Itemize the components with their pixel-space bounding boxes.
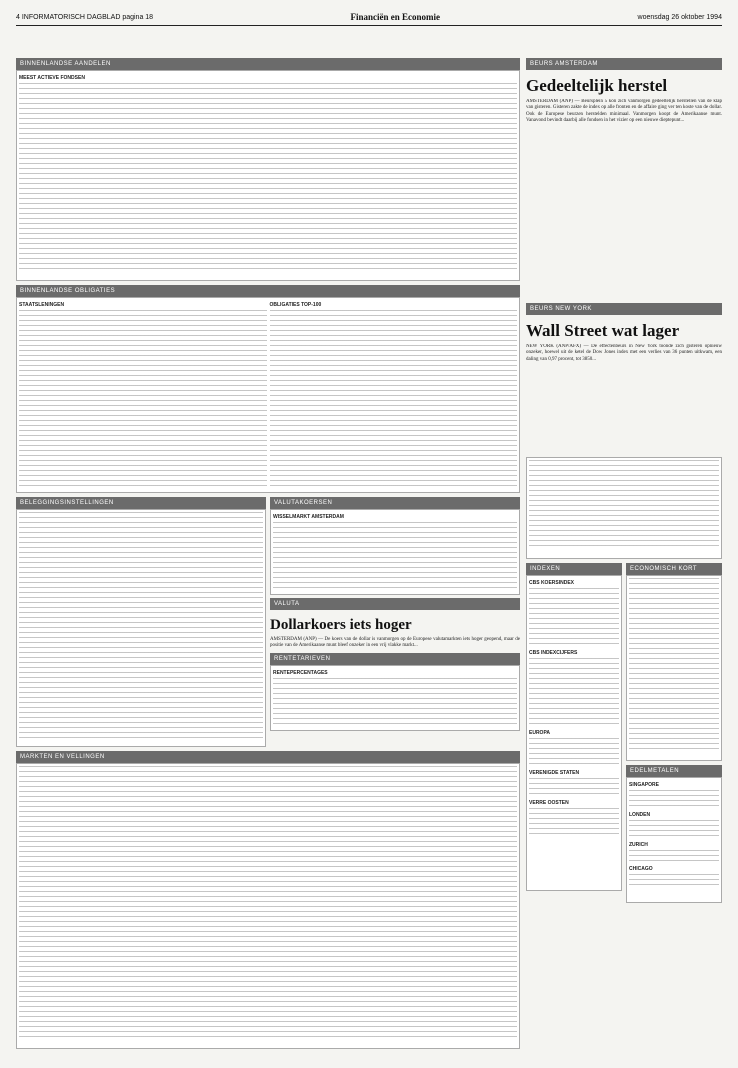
cbs-koersindex-label: CBS KOERSINDEX (529, 580, 575, 586)
section-band-beleggingsinstellingen: BELEGGINGSINSTELLINGEN (16, 497, 266, 509)
aandelen-table (16, 70, 520, 281)
wisselmarkt-label: WISSELMARKT AMSTERDAM (273, 514, 344, 520)
section-band-binnenlandse-aandelen: BINNENLANDSE AANDELEN (16, 58, 520, 70)
section-band-edelmetalen: EDELMETALEN (626, 765, 722, 777)
markten-text (16, 763, 520, 1049)
section-band-beurs-amsterdam: BEURS AMSTERDAM (526, 58, 722, 70)
cbs-indexcijfers-label: CBS INDEXCIJFERS (529, 650, 578, 656)
beurs-tables (526, 457, 722, 559)
zurich-label: ZURICH (629, 842, 648, 848)
section-band-rentetarieven: RENTETARIEVEN (270, 653, 520, 665)
obligaties-rows-right (270, 310, 518, 486)
section-band-valuta: VALUTA (270, 598, 520, 610)
section-band-binnenlandse-obligaties: BINNENLANDSE OBLIGATIES (16, 285, 520, 297)
verre-oosten-label: VERRE OOSTEN (529, 800, 569, 806)
indexen-table (526, 575, 622, 891)
amsterdam-article-body: AMSTERDAM (ANP) — Beursplein 5 kon zich vanmorgen gedeeltelijk herstellen van de klap van gisteren. Gisteren zakte de index op alle fronten en de affaire ging ver ten koste van de dollar. Ook de Europese beurzen herstelden minimaal. Vanmorgen koopt de Amerikaanse munt. Vanavond bevindt daarbij alle fondsen in het vizier op een nieuwe dieptepunt... (526, 99, 722, 124)
right-column (526, 58, 722, 903)
chicago-label: CHICAGO (629, 866, 653, 872)
londen-label: LONDEN (629, 812, 651, 818)
section-band-indexen: INDEXEN (526, 563, 622, 575)
masthead-rule (16, 25, 722, 26)
index-economie-row (526, 563, 722, 903)
amsterdam-headline: Gedeeltelijk herstel (526, 76, 668, 95)
staatsleningen-label: STAATSLENINGEN (19, 302, 65, 308)
section-band-valutakoersen: VALUTAKOERSEN (270, 497, 520, 509)
valutakoersen-table (270, 509, 520, 595)
economisch-kort-text (626, 575, 722, 761)
beleggingsinstellingen-table (16, 509, 266, 747)
europa-label: EUROPA (529, 730, 551, 736)
obligaties-rows-left (19, 310, 267, 486)
obligaties-table (16, 297, 520, 493)
edelmetalen-table (626, 777, 722, 903)
valuta-article-body: AMSTERDAM (ANP) — De koers van de dollar is vanmorgen op de Europese valutamarkten iets hoger geopend, maar de positie van de Amerikaanse munt bleef onzeker in een vrij vlakke markt... (270, 637, 520, 649)
rentetarieven-table (270, 665, 520, 731)
masthead (16, 10, 722, 24)
new-york-headline: Wall Street wat lager (526, 321, 680, 340)
section-band-beurs-new-york: BEURS NEW YORK (526, 303, 722, 315)
left-column (16, 58, 520, 1049)
section-band-economisch-kort: ECONOMISCH KORT (626, 563, 722, 575)
section-band-markten: MARKTEN EN VELLINGEN (16, 751, 520, 763)
masthead-left: 4 INFORMATORISCH DAGBLAD pagina 18 (16, 13, 154, 21)
valuta-headline: Dollarkoers iets hoger (270, 617, 412, 633)
aandelen-rows (19, 83, 517, 271)
verenigde-staten-label: VERENIGDE STATEN (529, 770, 580, 776)
meest-actieve-label: MEEST ACTIEVE FONDSEN (19, 75, 85, 81)
masthead-date: woensdag 26 oktober 1994 (637, 13, 722, 21)
new-york-article-body: NEW YORK (ANP/AFX) — De effectenbeurs in New York toonde zich gisteren opnieuw onzeker, hoewel uit de ketel de Dow Jones index met een verlies van 36 punten uitkwam, een daling van 0,97 procent, tot 3850... (526, 344, 722, 362)
rentepercentages-label: RENTEPERCENTAGES (273, 669, 328, 676)
obligaties-top-label: OBLIGATIES TOP-100 (269, 302, 322, 308)
singapore-label: SINGAPORE (629, 782, 660, 788)
funds-valuta-row (16, 497, 520, 747)
page-section-title: Financiën en Economie (350, 12, 441, 22)
